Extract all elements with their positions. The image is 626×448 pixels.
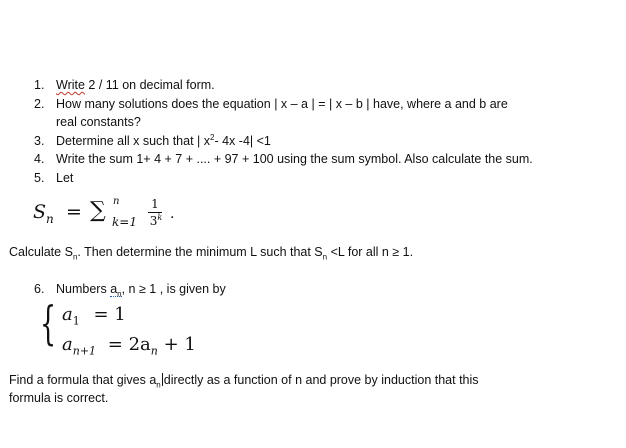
- calc-text-b: . Then determine the minimum L such that S: [77, 245, 323, 259]
- left-brace-icon: {: [40, 296, 57, 350]
- item-number: 3.: [34, 134, 45, 148]
- formula-period: .: [170, 206, 175, 222]
- calc-sub-a: n: [72, 252, 78, 262]
- sum-lower-limit: k=1: [112, 215, 137, 229]
- spellcheck-word: Write: [56, 78, 85, 92]
- calc-text-c: <L for all n ≥ 1.: [327, 245, 414, 259]
- final-text-a: Find a formula that gives a: [9, 373, 157, 387]
- question-2-line-1: How many solutions does the equation | x – a | = | x – b | have, where a and b are: [56, 97, 508, 111]
- s-symbol: S: [33, 201, 47, 223]
- question-2-line-2: real constants?: [56, 115, 141, 129]
- sum-upper-limit: n: [113, 196, 120, 207]
- question-6-text-b: , n ≥ 1 , is given by: [121, 282, 226, 296]
- calculate-instruction: [9, 244, 413, 260]
- denominator-exponent: k: [157, 213, 163, 222]
- question-4: Write the sum 1+ 4 + 7 + .... + 97 + 100 using the sum symbol. Also calculate the sum.: [56, 152, 533, 166]
- sequence-term: [110, 282, 121, 297]
- item-number: 4.: [34, 152, 45, 166]
- fraction-denominator: [148, 214, 164, 228]
- item-number: 6.: [34, 282, 45, 296]
- final-text-b: directly as a function of n and prove by induction that this: [163, 373, 479, 387]
- question-1-text: 2 / 11 on decimal form.: [84, 78, 215, 92]
- eq2-rhs-a: = 2a: [107, 334, 151, 355]
- item-number: 2.: [34, 97, 45, 111]
- final-instruction-line-1: [9, 372, 479, 388]
- eq2-subscript: n+1: [72, 344, 97, 358]
- question-6-text-a: Numbers: [56, 282, 111, 296]
- question-6: [56, 281, 226, 297]
- formula-lhs: [33, 201, 54, 226]
- sigma-icon: ∑: [90, 198, 106, 223]
- eq2-rhs-b: + 1: [157, 334, 196, 355]
- fraction-numerator: 1: [151, 197, 159, 211]
- calc-text-a: Calculate S: [9, 245, 73, 259]
- question-3-text-b: - 4x -4| <1: [214, 134, 271, 148]
- question-5: Let: [56, 171, 74, 185]
- s-subscript: n: [46, 211, 54, 226]
- equation-1: [62, 304, 126, 328]
- text-cursor: [162, 373, 163, 386]
- item-number: 1.: [34, 78, 45, 92]
- equals-sign: =: [66, 201, 82, 223]
- exponent: 2: [210, 132, 215, 142]
- item-number: 5.: [34, 171, 45, 185]
- eq1-subscript: 1: [72, 314, 80, 328]
- eq2-a: a: [62, 334, 73, 355]
- a-symbol: a: [110, 282, 118, 296]
- final-sub: n: [156, 380, 161, 390]
- question-1: [56, 77, 215, 93]
- eq1-rhs: = 1: [93, 304, 126, 325]
- a-subscript: n: [117, 289, 122, 299]
- equation-2: [62, 334, 196, 358]
- eq1-a: a: [62, 304, 73, 325]
- question-3: [56, 133, 271, 149]
- final-instruction-line-2: formula is correct.: [9, 391, 109, 405]
- calc-sub-b: n: [322, 252, 328, 262]
- eq2-rhs-subscript: n: [150, 344, 158, 358]
- denominator-base: 3: [149, 214, 158, 228]
- question-3-text-a: Determine all x such that | x: [56, 134, 211, 148]
